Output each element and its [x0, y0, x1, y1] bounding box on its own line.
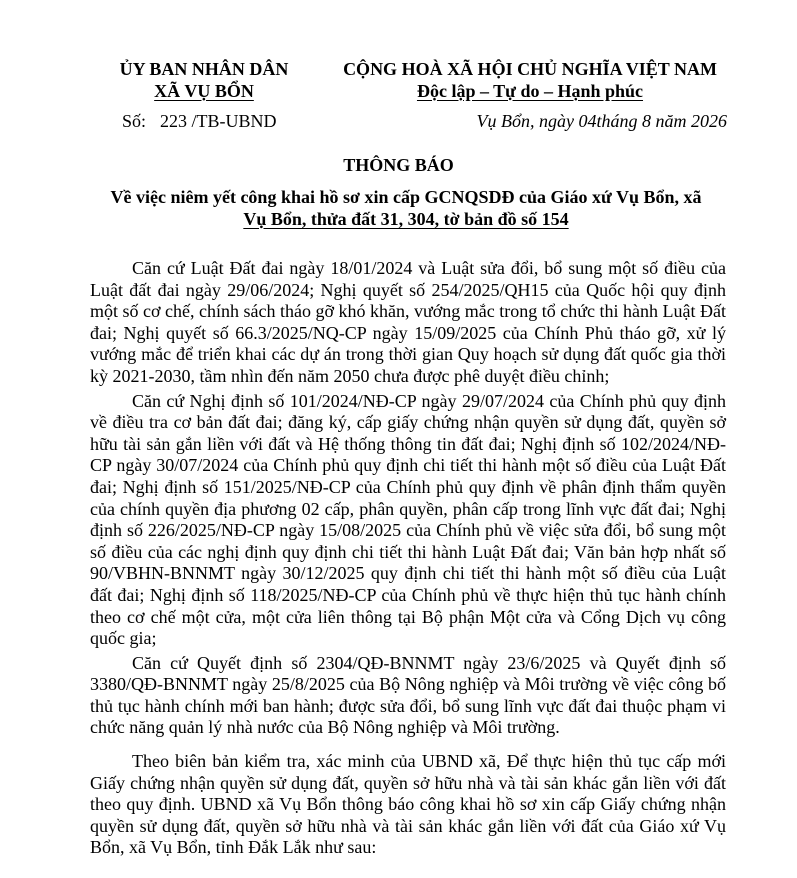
- paragraph-announcement: Theo biên bản kiểm tra, xác minh của UBND xã, Để thực hiện thủ tục cấp mới Giấy chứng nhận quyền sử dụng đất, quyền sở hữu nhà và tài sản khác gắn liền với đất theo quy định. UBND xã Vụ Bổn thông báo công khai hồ sơ xin cấp Giấy chứng nhận quyền sử dụng đất, quyền sở hữu nhà và tài sản khác gắn liền với đất của Giáo xứ Vụ Bổn, xã Vụ Bổn, tỉnh Đắk Lắk như sau:: [90, 751, 726, 858]
- motto-slogan: Độc lập – Tự do – Hạnh phúc: [416, 81, 644, 101]
- paragraph-legal-basis-decisions: Căn cứ Quyết định số 2304/QĐ-BNNMT ngày 23/6/2025 và Quyết định số 3380/QĐ-BNNMT ngày 25/8/2025 của Bộ Nông nghiệp và Môi trường về việc công bố thủ tục hành chính mới ban hành; được sửa đổi, bổ sung lĩnh vực đất đai thuộc phạm vi chức năng quản lý nhà nước của Bộ Nông nghiệp và Môi trường.: [90, 652, 726, 738]
- document-number: [122, 111, 277, 132]
- national-motto: [330, 58, 730, 102]
- document-body: [90, 258, 726, 859]
- subtitle-line-1: Về việc niêm yết công khai hồ sơ xin cấp GCNQSDĐ của Giáo xứ Vụ Bổn, xã: [110, 187, 702, 207]
- org-commune: XÃ VỤ BỔN: [154, 81, 254, 101]
- issuing-organization: [112, 58, 296, 102]
- org-name: ỦY BAN NHÂN DÂN: [119, 59, 289, 79]
- paragraph-legal-basis-decrees: Căn cứ Nghị định số 101/2024/NĐ-CP ngày 29/07/2024 của Chính phủ quy định về điều tra cơ bản đất đai; đăng ký, cấp giấy chứng nhận quyền sử dụng đất, quyền sở hữu tài sản gắn liền với đất và Hệ thống thông tin đất đai; Nghị định số 102/2024/NĐ-CP ngày 30/07/2024 của Chính phủ quy định chi tiết thi hành một số điều của Luật Đất đai; Nghị định số 151/2025/NĐ-CP của Chính phủ quy định về phân định thẩm quyền của chính quyền địa phương 02 cấp, phân quyền, phân cấp trong lĩnh vực đất đai; Nghị định số 226/2025/NĐ-CP ngày 15/08/2025 của Chính phủ về việc sửa đổi, bổ sung một số điều của các nghị định quy định chi tiết thi hành Luật Đất đai; Văn bản hợp nhất số 90/VBHN-BNNMT ngày 30/12/2025 quy định chi tiết thi hành một số điều của Luật đất đai; Nghị định số 118/2025/NĐ-CP của Chính phủ về thực hiện thủ tục hành chính theo cơ chế một cửa, một cửa liên thông tại Bộ phận Một cửa và Cổng Dịch vụ công quốc gia;: [90, 390, 726, 649]
- subtitle-line-2: Vụ Bổn, thửa đất 31, 304, tờ bản đồ số 154: [243, 209, 569, 229]
- country-name: CỘNG HOÀ XÃ HỘI CHỦ NGHĨA VIỆT NAM: [343, 59, 717, 79]
- paragraph-legal-basis-law: Căn cứ Luật Đất đai ngày 18/01/2024 và Luật sửa đổi, bổ sung một số điều của Luật đất đai ngày 29/06/2024; Nghị quyết số 254/2025/QH15 của Quốc hội quy định một số cơ chế, chính sách tháo gỡ khó khăn, vướng mắc trong tổ chức thi hành Luật Đất đai; Nghị quyết số 66.3/2025/NQ-CP ngày 15/09/2025 của Chính Phủ tháo gỡ, xử lý vướng mắc để triển khai các dự án trong thời gian Quy hoạch sử dụng đất quốc gia thời kỳ 2021-2030, tầm nhìn đến năm 2050 chưa được phê duyệt điều chỉnh;: [90, 258, 726, 386]
- document-subtitle: [90, 186, 722, 230]
- document-number-label: Số:: [122, 111, 147, 131]
- document-date: Vụ Bổn, ngày 04tháng 8 năm 2026: [476, 111, 727, 131]
- document-title: THÔNG BÁO: [343, 155, 454, 175]
- document-number-value: 223 /TB-UBND: [160, 111, 277, 131]
